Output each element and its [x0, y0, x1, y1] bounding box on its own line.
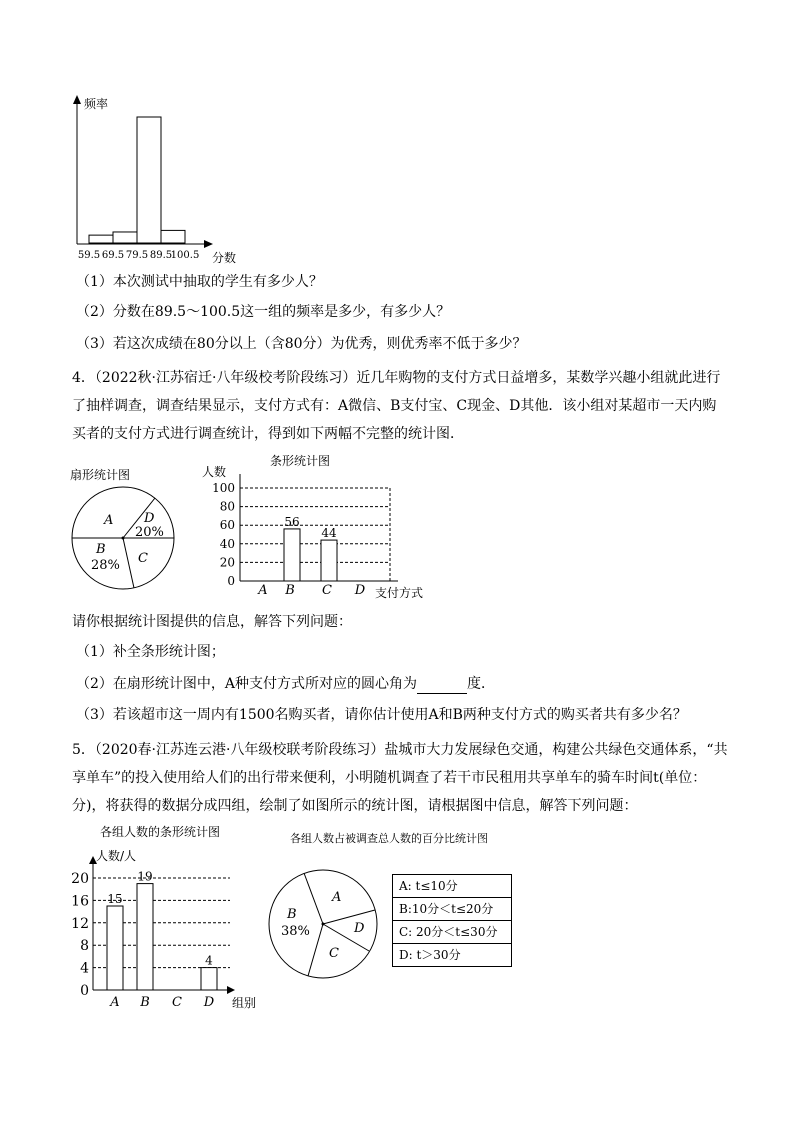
- q4-ytick-label: 100: [212, 481, 235, 495]
- q4-pie-label-b: B: [96, 542, 106, 557]
- q5-ytick-label: 16: [71, 893, 89, 910]
- hist-y-label: 频率: [84, 97, 109, 111]
- q4-pie-pct-b: 28%: [91, 558, 120, 573]
- q4-item-1: （1）补全条形统计图；: [76, 644, 225, 660]
- hist-bar: [113, 232, 137, 243]
- legend-item-c: C: 20分＜t≤30分: [393, 920, 511, 943]
- hist-tick-label: 79.5: [125, 250, 149, 261]
- q5-data-label: 15: [107, 892, 123, 906]
- q5-legend: [392, 874, 512, 967]
- q3-item-2: （2）分数在89.5～100.5这一组的频率是多少，有多少人？: [76, 304, 451, 320]
- q4-pie-label-a: A: [104, 513, 114, 528]
- q5-data-label: 19: [137, 869, 153, 884]
- q4-intro: 请你根据统计图提供的信息，解答下列问题：: [72, 614, 352, 630]
- q4-ytick-label: 60: [219, 518, 235, 533]
- q5-pie-label-d: D: [354, 921, 365, 936]
- q5-bar: [137, 884, 153, 990]
- q5-pie-chart: [264, 866, 384, 984]
- q5-pie-label-b: B: [287, 907, 297, 922]
- q4-pie-divider: [123, 538, 134, 588]
- q5-category-label: B: [140, 995, 150, 1010]
- q4-bar-chart: [200, 452, 440, 602]
- q3-item-1: （1）本次测试中抽取的学生有多少人？: [76, 274, 323, 290]
- q4-bar-xlabel: 支付方式: [375, 586, 424, 600]
- q4-bar-ylabel: 人数: [202, 465, 227, 479]
- hist-x-arrow: [204, 240, 213, 248]
- q4-ytick-label: 20: [219, 555, 235, 570]
- hist-tick-label: 100.5: [170, 250, 200, 261]
- q5-pie-label-a: A: [332, 890, 342, 905]
- q5-category-label: A: [110, 995, 120, 1010]
- q5-pie-pct-b: 38%: [281, 924, 310, 939]
- q4-category-label: B: [285, 583, 295, 598]
- q4-item-2: [76, 674, 495, 694]
- answer-blank[interactable]: [417, 679, 467, 694]
- q4-bar: [321, 540, 337, 581]
- q5-ytick-label: 20: [71, 871, 89, 887]
- q5-ytick-label: 0: [80, 983, 89, 999]
- q5-bar-xlabel: 组别: [232, 996, 257, 1010]
- q4-data-label: 44: [321, 526, 337, 541]
- q5-bar: [107, 906, 123, 990]
- hist-x-label: 分数: [212, 251, 237, 265]
- q4-pie-pct-d: 20%: [135, 525, 164, 540]
- q4-ytick-label: 40: [219, 536, 235, 551]
- legend-item-d: D: t＞30分: [393, 943, 511, 966]
- q4-bar-title: 条形统计图: [270, 454, 331, 468]
- q5-x-arrow: [227, 986, 235, 994]
- q5-pie-divider: [323, 910, 375, 924]
- q5-stem: 5．（2020春·江苏连云港·八年级校联考阶段练习）盐城市大力发展绿色交通，构建公共绿色交通体系，“共享单车”的投入使用给人们的出行带来便利，小明随机调查了若干市民租用共享单车的骑车时间t(单位：分)，将获得的数据分成四组，绘制了如图所示的统计图，请根据图中信息，解答下列问题：: [72, 742, 728, 814]
- q4-stem: 4．（2022秋·江苏宿迁·八年级校考阶段练习）近几年购物的支付方式日益增多，某数学兴趣小组就此进行了抽样调查，调查结果显示，支付方式有：A微信、B支付宝、C现金、D其他．该小组对某超市一天内购买者的支付方式进行调查统计，得到如下两幅不完整的统计图．: [72, 370, 721, 442]
- hist-bar: [161, 230, 185, 243]
- q4-data-label: 56: [284, 514, 300, 529]
- q5-bar-ylabel: 人数/人: [96, 849, 137, 863]
- q5-data-label: 4: [205, 953, 213, 968]
- hist-tick-label: 89.5: [149, 250, 173, 261]
- q4-pie-label-c: C: [138, 551, 148, 566]
- q3-item-3: （3）若这次成绩在80分以上（含80分）为优秀，则优秀率不低于多少？: [76, 336, 527, 352]
- q4-bar: [284, 529, 300, 581]
- q5-ytick-label: 8: [80, 938, 89, 955]
- q4-category-label: C: [322, 583, 332, 598]
- q5-bar-title: 各组人数的条形统计图: [100, 825, 221, 839]
- hist-bar: [137, 117, 161, 243]
- q4-pie-label-d: D: [144, 511, 155, 526]
- q4-item-3: （3）若该超市这一周内有1500名购买者，请你估计使用A和B两种支付方式的购买者共有多少名？: [76, 707, 687, 723]
- frequency-histogram: [60, 92, 240, 267]
- q4-ytick-label: 0: [227, 574, 235, 588]
- q5-category-label: D: [203, 995, 215, 1010]
- q5-pie-divider: [304, 873, 323, 924]
- hist-tick-label: 69.5: [101, 250, 125, 261]
- q4-pie-title: 扇形统计图: [70, 468, 131, 482]
- q4-item-2-unit: 度．: [467, 676, 496, 692]
- hist-tick-label: 59.5: [77, 250, 101, 261]
- q4-item-2-text: （2）在扇形统计图中，A种支付方式所对应的圆心角为: [76, 676, 418, 692]
- legend-item-b: B:10分＜t≤20分: [393, 897, 511, 920]
- q5-ytick-label: 4: [80, 960, 89, 977]
- q4-pie-chart: [62, 466, 182, 590]
- q5-ytick-label: 12: [71, 915, 89, 932]
- q5-bar: [201, 968, 217, 990]
- hist-y-arrow: [73, 95, 81, 104]
- legend-item-a: A: t≤10分: [399, 879, 458, 893]
- q5-bar-chart: [70, 822, 270, 1012]
- q4-category-label: D: [354, 583, 366, 598]
- hist-bar: [89, 235, 113, 243]
- q4-ytick-label: 80: [219, 499, 235, 514]
- q5-pie-label-c: C: [329, 946, 339, 961]
- q5-pie-title: 各组人数占被调查总人数的百分比统计图: [290, 832, 488, 845]
- q5-pie-divider: [308, 924, 323, 976]
- q5-category-label: C: [172, 995, 182, 1010]
- q4-category-label: A: [258, 583, 268, 598]
